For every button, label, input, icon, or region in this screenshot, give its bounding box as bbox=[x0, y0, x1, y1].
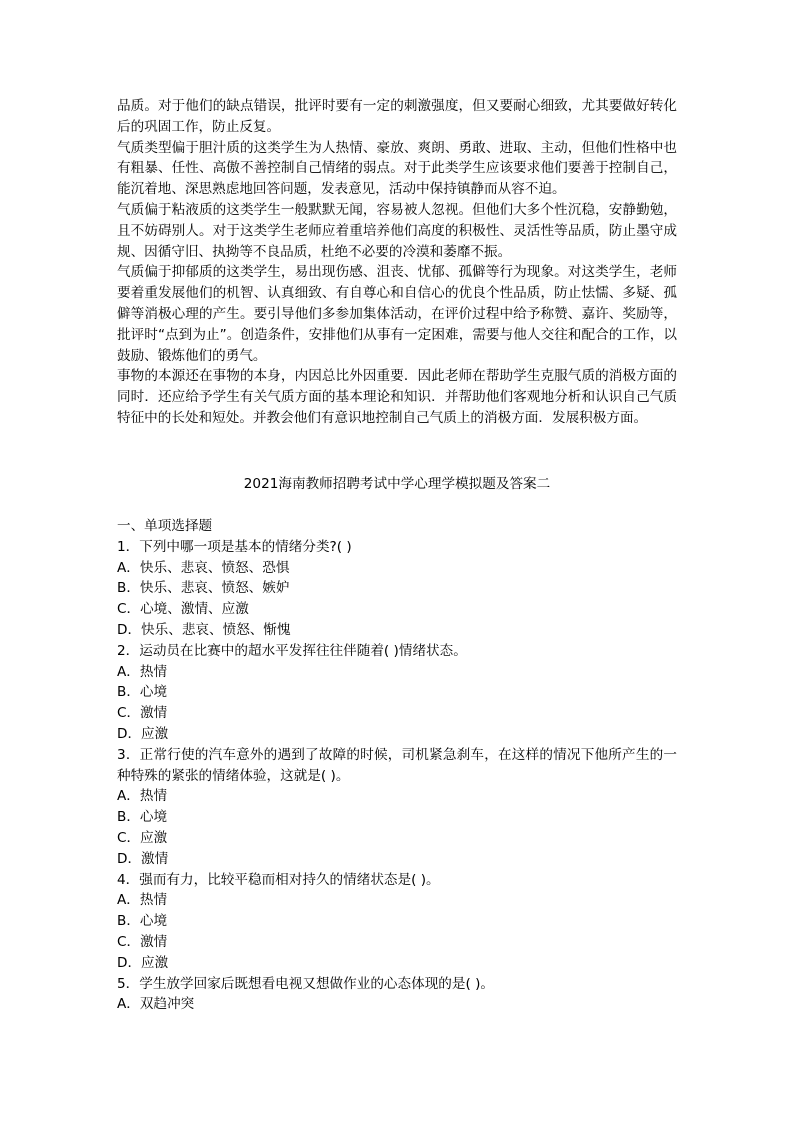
option: B．心境 bbox=[117, 684, 168, 701]
question-stem: 1．下列中哪一项是基本的情绪分类?( ) bbox=[117, 538, 352, 555]
part-heading: 一、单项选择题 bbox=[117, 518, 213, 534]
option: B．快乐、悲哀、愤怒、嫉妒 bbox=[117, 580, 290, 597]
question-stem: 3．正常行使的汽车意外的遇到了故障的时候，司机紧急刹车，在这样的情况下他所产生的一种特殊的紧张的情绪体验，这就是( )。 bbox=[117, 746, 677, 784]
option: C．激情 bbox=[117, 705, 168, 722]
intro-paragraphs bbox=[117, 96, 677, 429]
option: B．心境 bbox=[117, 809, 168, 826]
option: A．热情 bbox=[117, 892, 168, 909]
question-stem: 5．学生放学回家后既想看电视又想做作业的心态体现的是( )。 bbox=[117, 975, 495, 992]
question-3 bbox=[117, 745, 677, 870]
paragraph-5: 事物的本源还在事物的本身，内因总比外因重要．因此老师在帮助学生克服气质的消极方面的同时．还应给予学生有关气质方面的基本理论和知识．并帮助他们客观地分析和认识自己气质特征中的长处和短处。并教会他们有意识地控制自己气质上的消极方面．发展积极方面。 bbox=[117, 368, 677, 426]
option: D．应激 bbox=[117, 954, 169, 971]
option: A．双趋冲突 bbox=[117, 996, 195, 1013]
paragraph-3: 气质偏于粘液质的这类学生一般默默无闻，容易被人忽视。但他们大多个性沉稳，安静勤勉，且不妨碍别人。对于这类学生老师应着重培养他们高度的积极性、灵活性等品质，防止墨守成规、因循守旧、执拗等不良品质，杜绝不必要的冷漠和萎靡不振。 bbox=[117, 201, 677, 260]
question-stem: 4．强而有力，比较平稳而相对持久的情绪状态是( )。 bbox=[117, 871, 440, 888]
question-2 bbox=[117, 641, 677, 745]
question-5 bbox=[117, 974, 677, 1016]
option: D．激情 bbox=[117, 850, 169, 867]
option: D．快乐、悲哀、愤怒、惭愧 bbox=[117, 621, 291, 638]
option: A．快乐、悲哀、愤怒、恐惧 bbox=[117, 559, 290, 576]
question-1 bbox=[117, 537, 677, 641]
option: C．应激 bbox=[117, 829, 168, 846]
option: D．应激 bbox=[117, 725, 169, 742]
question-stem: 2．运动员在比赛中的超水平发挥往往伴随着( )情绪状态。 bbox=[117, 642, 467, 659]
option: C．心境、激情、应激 bbox=[117, 601, 249, 618]
option: C．激情 bbox=[117, 933, 168, 950]
question-4 bbox=[117, 870, 677, 974]
option: A．热情 bbox=[117, 663, 168, 680]
document-page bbox=[117, 96, 677, 1013]
paragraph-2: 气质类型偏于胆汁质的这类学生为人热情、豪放、爽朗、勇敢、进取、主动，但他们性格中也有粗暴、任性、高傲不善控制自己情绪的弱点。对于此类学生应该要求他们要善于控制自己，能沉着地、深思熟虑地回答问题，发表意见，活动中保持镇静而从容不迫。 bbox=[117, 139, 677, 198]
paragraph-4: 气质偏于抑郁质的这类学生，易出现伤感、沮丧、忧郁、孤僻等行为现象。对这类学生，老师要着重发展他们的机智、认真细致、有自尊心和自信心的优良个性品质，防止怯懦、多疑、孤僻等消极心理的产生。要引导他们多参加集体活动，在评价过程中给予称赞、嘉许、奖励等，批评时“点到为止”。创造条件，安排他们从事有一定困难，需要与他人交往和配合的工作，以鼓励、锻炼他们的勇气。 bbox=[117, 264, 677, 364]
question-section bbox=[117, 516, 677, 1015]
option: A．热情 bbox=[117, 788, 168, 805]
option: B．心境 bbox=[117, 913, 168, 930]
section-title: 2021海南教师招聘考试中学心理学模拟题及答案二 bbox=[243, 476, 551, 492]
paragraph-1: 品质。对于他们的缺点错误，批评时要有一定的刺激强度，但又要耐心细致，尤其要做好转化后的巩固工作，防止反复。 bbox=[117, 98, 677, 135]
